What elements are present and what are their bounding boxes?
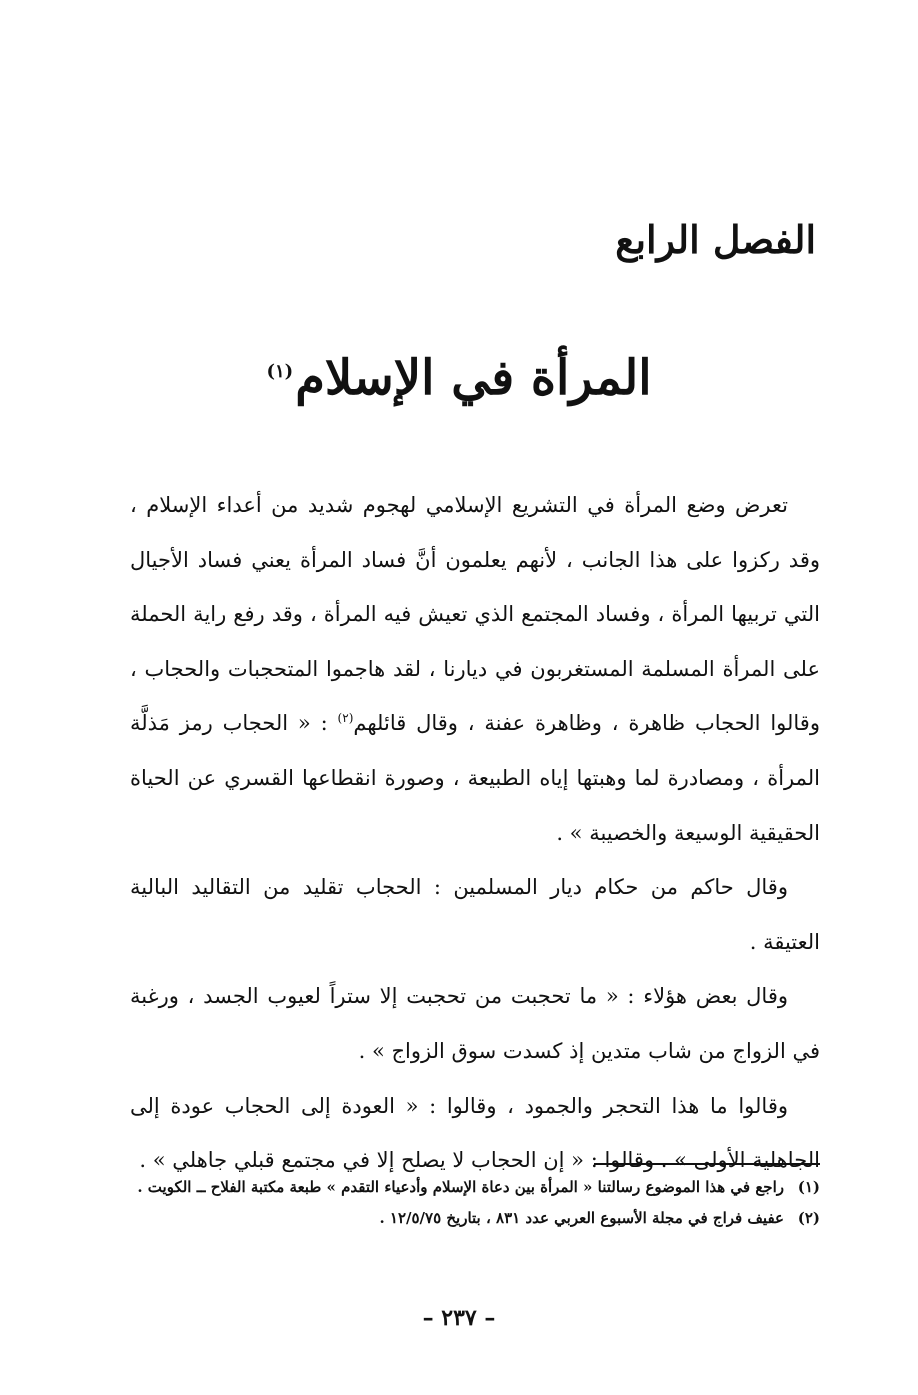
section-title (0, 332, 918, 418)
paragraph-1-text: تعرض وضع المرأة في التشريع الإسلامي لهجوم شديد من أعداء الإسلام ، وقد ركزوا على هذا الجانب ، لأنهم يعلمون أنَّ فساد المرأة يعني فساد الأجيال التي تربيها المرأة ، وفساد المجتمع الذي تعيش فيه المرأة ، وقد رفع راية الحملة على المرأة المسلمة المستغربون في ديارنا ، لقد هاجموا المتحجبات والحجاب ، وقالوا الحجاب ظاهرة ، وظاهرة عفنة ، وقال قائلهم (130, 493, 820, 736)
footnote-divider (594, 1163, 820, 1165)
footnote-2-number: (٢) (797, 1209, 820, 1227)
section-title-text: المرأة في الإسلام (295, 350, 652, 406)
footnote-2-text: عفيف فراج في مجلة الأسبوع العربي عدد ٨٣١ ، بتاريخ ١٢/٥/٧٥ . (379, 1209, 784, 1227)
paragraph-4: وقالوا ما هذا التحجر والجمود ، وقالوا : « العودة إلى الحجاب عودة إلى الجاهلية الأولى » . وقالوا : « إن الحجاب لا يصلح إلا في مجتمع قبلي جاهلي » . (130, 1093, 820, 1173)
page-number: – ٢٣٧ – (422, 1305, 496, 1331)
footnote-1-number: (١) (797, 1178, 820, 1196)
section-title-footnote-ref: (١) (266, 361, 294, 382)
footnote-1 (120, 1172, 820, 1203)
body-text (130, 478, 820, 1188)
paragraph-1-quote: : « الحجاب رمز مَذلَّة المرأة ، ومصادرة لما وهبتها إياه الطبيعة ، وصورة انقطاعها القسري عن الحياة الحقيقية الوسيعة والخصيبة » . (130, 711, 820, 845)
paragraph-1-footnote-ref: (٢) (337, 711, 354, 726)
footnotes (120, 1172, 820, 1234)
paragraph-1 (130, 478, 820, 860)
paragraph-2: وقال حاكم من حكام ديار المسلمين : الحجاب تقليد من التقاليد البالية العتيقة . (130, 875, 820, 954)
chapter-heading: الفصل الرابع (615, 217, 816, 262)
footnote-1-text: راجع في هذا الموضوع رسالتنا « المرأة بين دعاة الإسلام وأدعياء التقدم » طبعة مكتبة الفلاح ــ الكويت . (137, 1178, 784, 1196)
paragraph-3: وقال بعض هؤلاء : « ما تحجبت من تحجبت إلا ستراً لعيوب الجسد ، ورغبة في الزواج من شاب متدين إذ كسدت سوق الزواج » . (130, 984, 820, 1063)
footnote-2 (120, 1203, 820, 1234)
